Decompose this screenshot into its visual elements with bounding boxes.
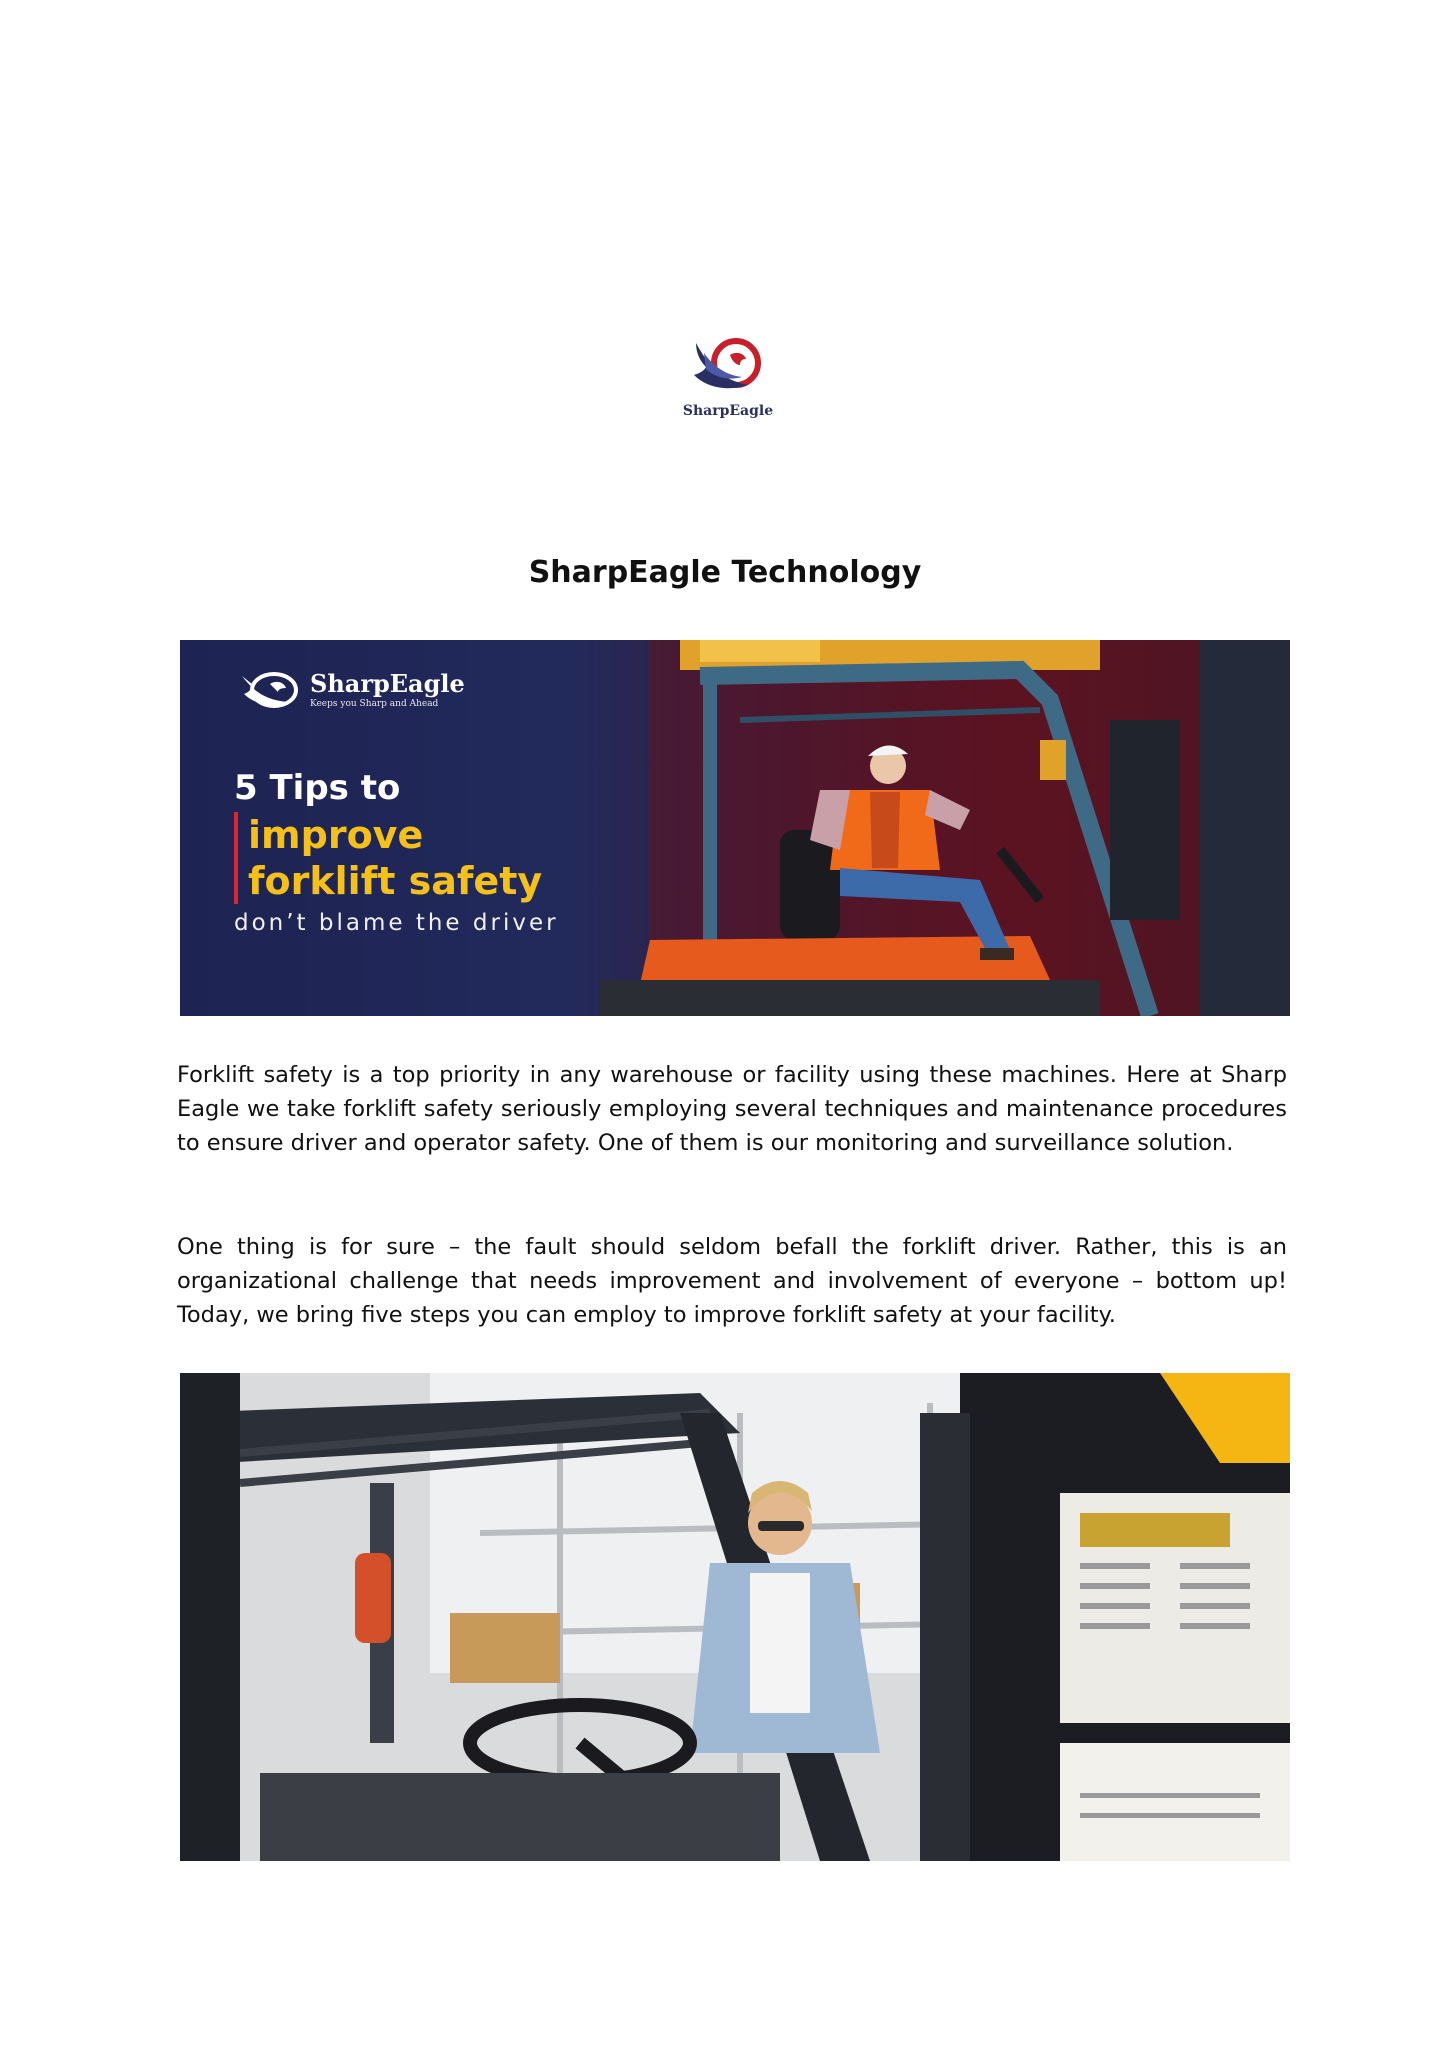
body-paragraph: Forklift safety is a top priority in any warehouse or facility using these machines. Here at Sharp Eagle we take forklift safety seriously employing several techniques and maintenance procedures to ensure driver and operator safety. One of them is our monitoring and surveillance solution.	[177, 1062, 1287, 1156]
banner-headline-line1: 5 Tips to	[234, 768, 401, 808]
forklift-photo	[180, 1373, 1290, 1861]
banner-headline-line2: improve	[248, 813, 424, 857]
eagle-icon	[240, 670, 300, 710]
document-title: SharpEagle Technology	[528, 555, 922, 590]
forklift-driver-illustration	[180, 1373, 1290, 1861]
banner-headline-line3: forklift safety	[248, 859, 543, 903]
company-logo	[678, 335, 778, 435]
banner-headline-line4: don’t blame the driver	[234, 910, 559, 936]
body-paragraph: One thing is for sure – the fault should seldom befall the forklift driver. Rather, this is an organizational challenge that needs improvement and involvement of everyone – bottom up! Today, we bring five steps you can employ to improve forklift safety at your facility.	[177, 1234, 1287, 1328]
banner-brand-name: SharpEagle	[310, 668, 465, 698]
banner-brand-tagline: Keeps you Sharp and Ahead	[310, 698, 439, 709]
banner-brand	[240, 670, 465, 710]
eagle-icon	[690, 335, 766, 399]
logo-wordmark: SharpEagle	[682, 403, 774, 419]
banner-image	[180, 640, 1290, 1016]
banner-headline-accent	[234, 812, 559, 904]
banner-headline	[234, 768, 559, 936]
